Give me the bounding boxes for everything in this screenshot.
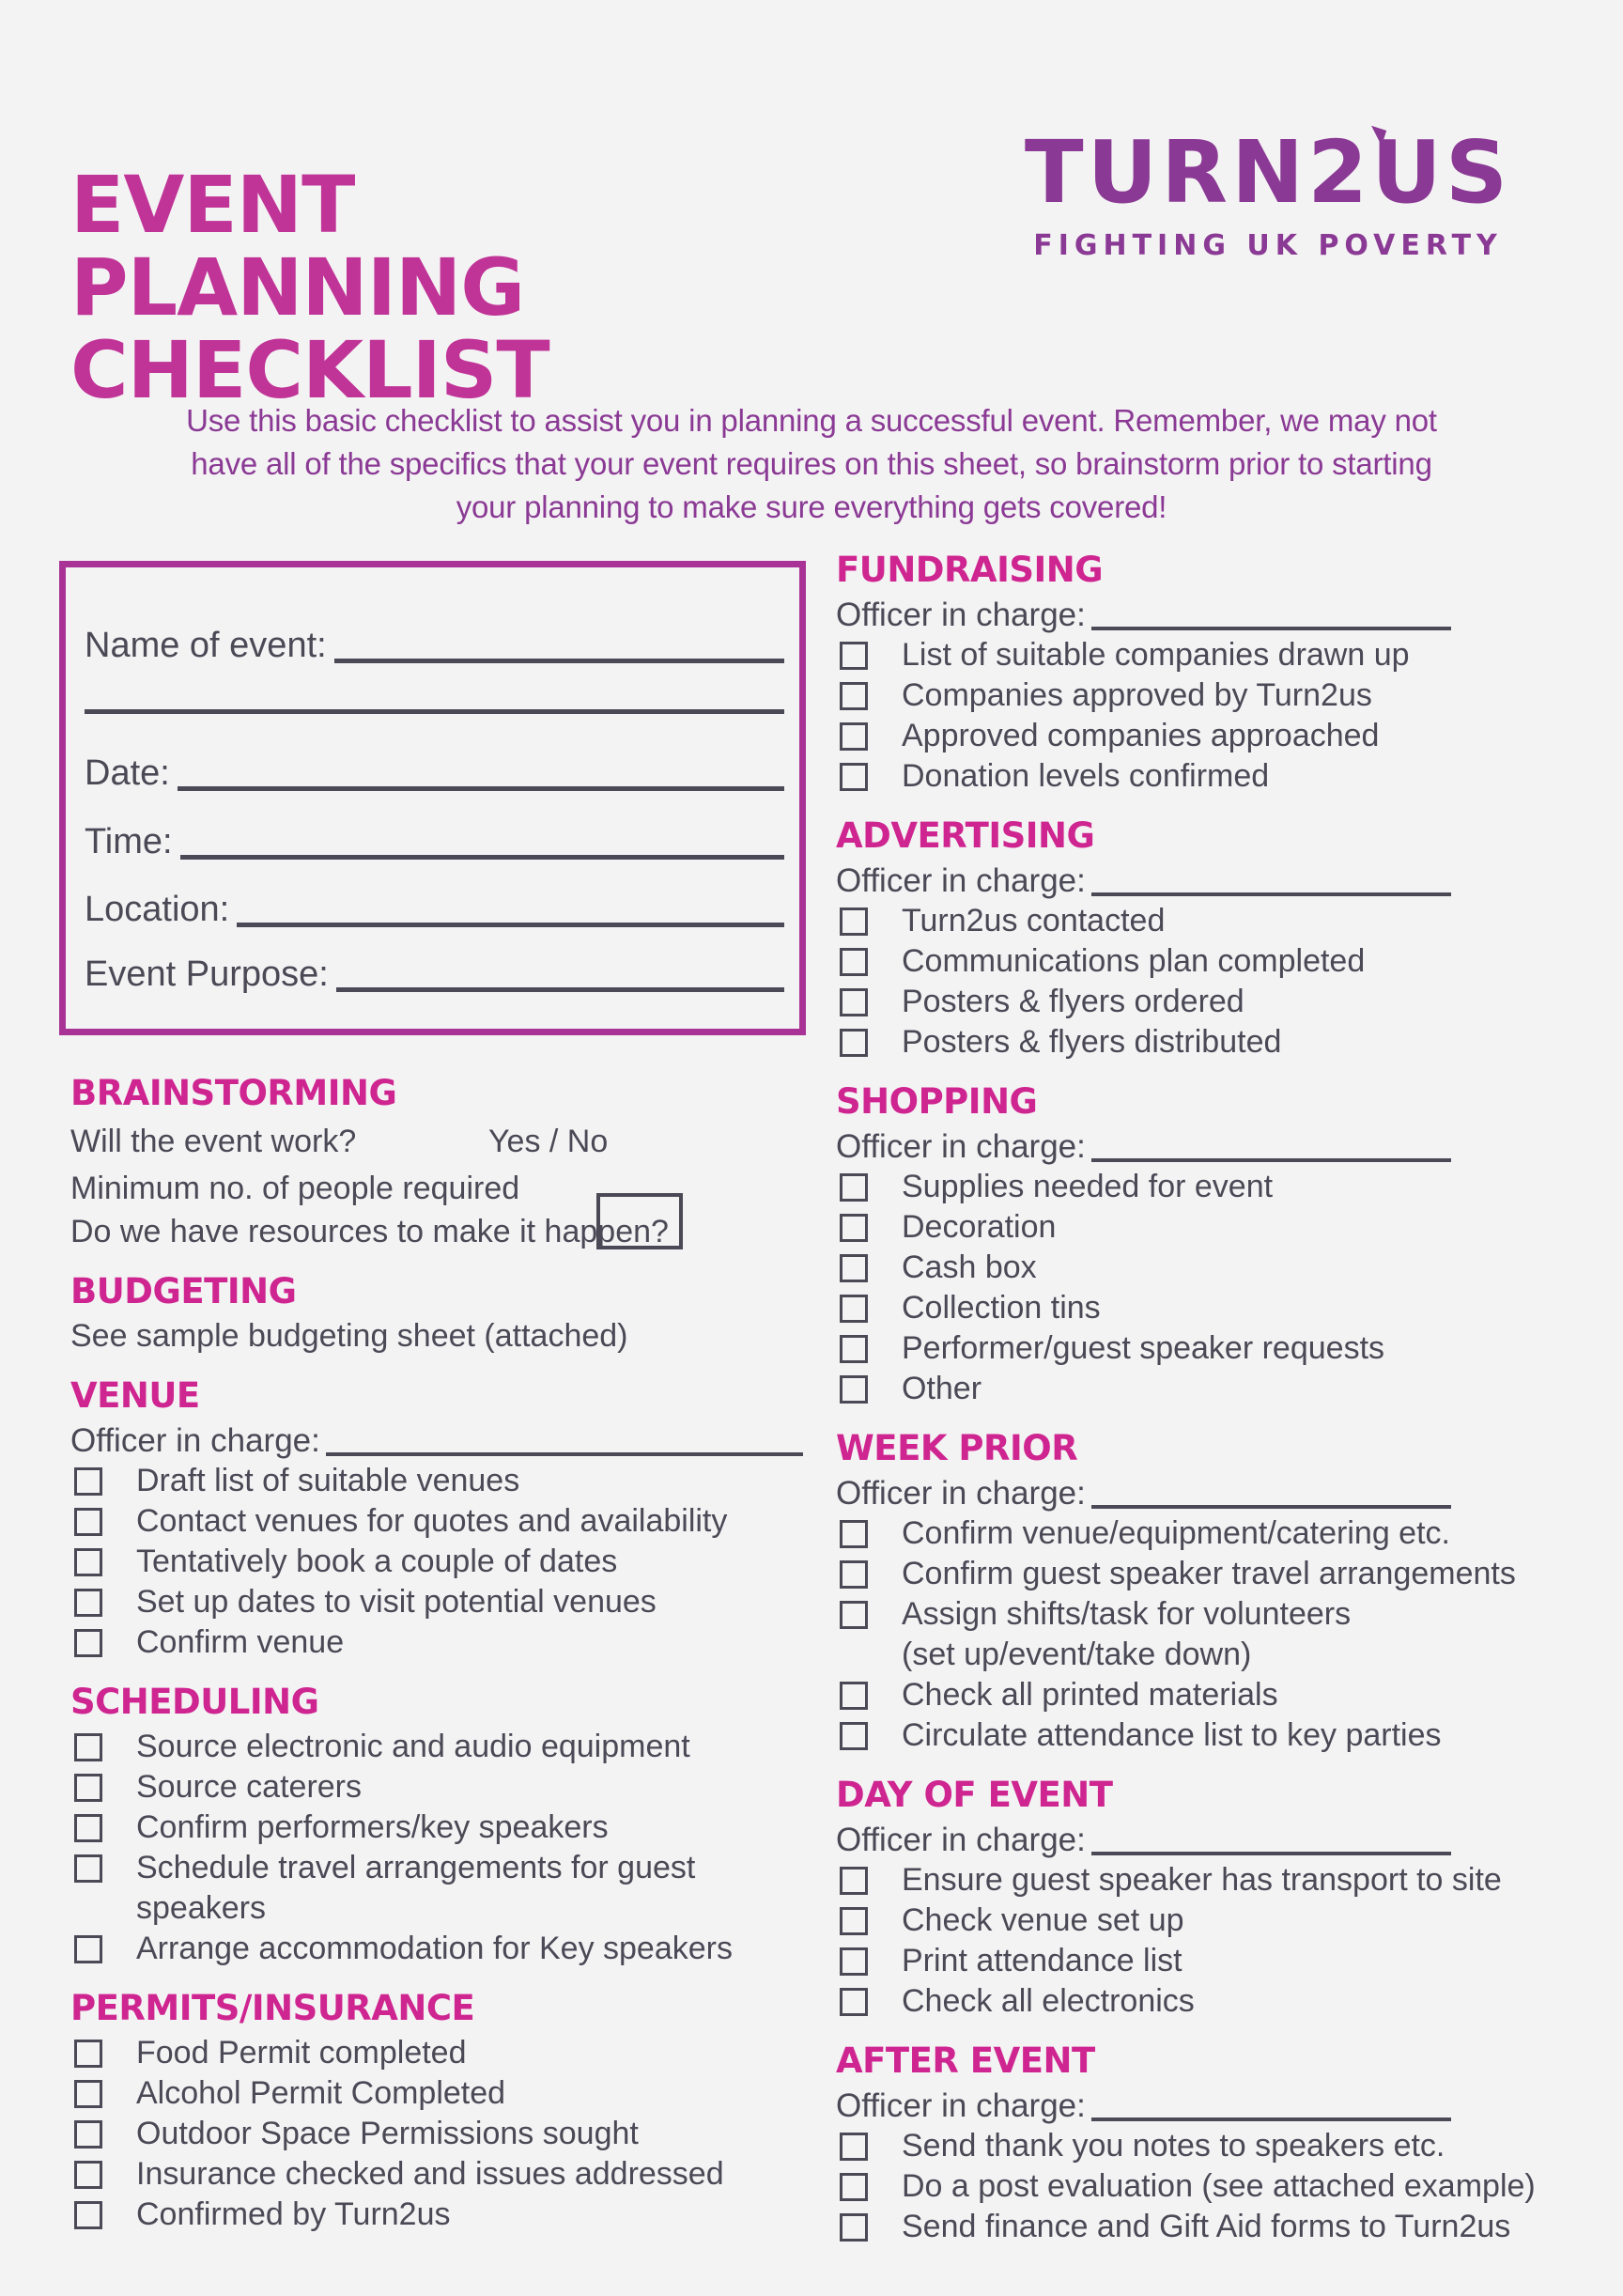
checkbox-icon[interactable] [74,1508,102,1536]
checkbox-icon[interactable] [74,1733,102,1761]
section-title: PERMITS/INSURANCE [70,1988,475,2028]
checkbox-icon[interactable] [74,1774,102,1802]
section-title: FUNDRAISING [836,550,1104,590]
section-brainstorming [70,1073,803,1252]
section-title: SCHEDULING [70,1682,319,1722]
officer-in-charge-row [836,1820,1451,1860]
section-scheduling [70,1682,803,1969]
checklist-item [70,2114,803,2154]
field-row-time [85,820,784,863]
checklist-item-label: Approved companies approached [902,718,1380,753]
checklist-item-label: Insurance checked and issues addressed [136,2156,724,2192]
section-advertising [836,815,1451,1063]
section-budgeting [70,1271,803,1357]
checklist-item [836,1900,1451,1941]
checkbox-icon[interactable] [840,1867,868,1895]
field-row-name-of-event [85,624,784,667]
field-row-date [85,752,784,795]
checklist-item [70,1582,803,1622]
checkbox-icon[interactable] [840,2213,868,2242]
checkbox-icon[interactable] [74,1814,102,1842]
turn2us-logo [1014,122,1522,262]
checklist-item-label: Other [902,1371,982,1406]
checklist-item-label: Turn2us contacted [902,903,1166,939]
checklist-item-label: Supplies needed for event [902,1169,1274,1204]
checklist-item [836,1860,1502,1900]
location-blank[interactable] [237,923,784,927]
yes-no-choice[interactable]: Yes / No [488,1123,609,1159]
checkbox-icon[interactable] [840,1560,868,1589]
checkbox-icon[interactable] [74,2080,102,2108]
left-column [70,1073,803,2254]
officer-in-charge-blank[interactable] [1091,1505,1451,1509]
logo-digit-2 [1307,122,1372,223]
checkbox-icon[interactable] [74,2201,102,2229]
checklist-item [70,1542,803,1582]
checklist-item [70,2195,803,2235]
section-after-event [836,2040,1536,2247]
officer-in-charge-row [836,861,1451,901]
checkbox-icon[interactable] [74,2040,102,2068]
checklist-item-label: Set up dates to visit potential venues [136,1584,657,1620]
checklist-item [836,1513,1451,1554]
page-title-line-1: EVENT [70,159,355,252]
section-day-of-event [836,1775,1502,2022]
officer-in-charge-row [836,595,1451,635]
event-purpose-blank[interactable] [336,987,784,992]
page-title-line-2: PLANNING [70,241,525,334]
checkbox-icon[interactable] [840,2133,868,2161]
checklist-item-label: Contact venues for quotes and availability [136,1503,728,1539]
checkbox-icon[interactable] [74,1467,102,1496]
checklist-item-label: Performer/guest speaker requests [902,1330,1385,1366]
name-of-event-blank-line-2[interactable] [85,709,784,714]
logo-tagline: FIGHTING UK POVERTY [1033,229,1503,262]
checkbox-icon[interactable] [74,1935,102,1963]
checklist-item-label: Collection tins [902,1290,1101,1326]
officer-in-charge-label: Officer in charge: [836,1475,1086,1512]
checklist-item [70,1807,803,1848]
section-title: BUDGETING [70,1271,297,1311]
checklist-item [70,1501,803,1542]
officer-in-charge-blank[interactable] [1091,1158,1451,1162]
checklist-item [836,1167,1451,1207]
checkbox-icon[interactable] [74,1629,102,1657]
checkbox-icon[interactable] [840,642,868,670]
officer-in-charge-blank[interactable] [1091,2118,1451,2121]
checklist-item-label: Ensure guest speaker has transport to site [902,1862,1502,1898]
section-shopping [836,1081,1451,1409]
checklist-item-label: Posters & flyers distributed [902,1024,1282,1060]
checklist-item [836,901,1451,941]
checklist-item-label: Draft list of suitable venues [136,1463,520,1498]
checklist-item-label: Tentatively book a couple of dates [136,1544,618,1579]
checklist-item-label: Confirm guest speaker travel arrangements [902,1556,1516,1591]
section-title: DAY OF EVENT [836,1775,1113,1815]
event-details-box [59,561,806,1035]
section-title: BRAINSTORMING [70,1073,397,1113]
intro-line-2: have all of the specifics that your event requires on this sheet, so brainstorm prior to starting [191,446,1432,481]
field-row-name-of-event-continued [85,712,784,718]
checklist-item [836,1207,1451,1248]
number-input-box[interactable] [596,1193,683,1249]
checkbox-icon[interactable] [840,908,868,936]
checklist-item [836,1328,1451,1369]
checklist-item-label: Schedule travel arrangements for guest [136,1850,696,1885]
field-row-event-purpose [85,953,784,996]
section-week-prior [836,1428,1516,1756]
checklist-item [836,2126,1451,2166]
checklist-item [836,1369,1451,1409]
checklist-item-label: Check venue set up [902,1902,1184,1938]
officer-in-charge-label: Officer in charge: [836,2087,1086,2124]
checklist-item [70,2154,803,2195]
checklist-item [70,1461,803,1501]
checklist-item-label: Confirm venue/equipment/catering etc. [902,1515,1450,1551]
officer-in-charge-blank[interactable] [1091,627,1451,630]
checkbox-icon[interactable] [840,1335,868,1363]
checklist-item-label: Check all printed materials [902,1677,1278,1713]
checklist-item [836,1554,1516,1594]
checkbox-icon[interactable] [840,1682,868,1710]
section-title: AFTER EVENT [836,2040,1095,2081]
officer-in-charge-blank[interactable] [1091,1852,1451,1855]
section-note: See sample budgeting sheet (attached) [70,1318,628,1354]
field-label-date: Date: [85,753,170,793]
checklist-item [836,1981,1451,2022]
checklist-item-label: Arrange accommodation for Key speakers [136,1931,733,1966]
logo-text-post: US [1371,122,1512,223]
checkbox-icon[interactable] [840,1295,868,1323]
officer-in-charge-row [836,2086,1451,2126]
checklist-item-label: Do a post evaluation (see attached example) [902,2168,1536,2204]
logo-text-pre: TURN [1024,122,1308,223]
checklist-item [70,1767,803,1807]
checklist-item-label: Confirm venue [136,1624,345,1660]
checkbox-icon[interactable] [74,2120,102,2149]
field-label-name-of-event: Name of event: [85,626,327,665]
checklist-item-label: Circulate attendance list to key parties [902,1717,1442,1753]
checklist-item-continuation: speakers [136,1890,266,1926]
checkbox-icon[interactable] [840,1947,868,1976]
date-blank[interactable] [178,786,784,791]
checklist-item-label: Check all electronics [902,1983,1195,2019]
checklist-item [70,1848,803,1888]
checklist-item-label: Donation levels confirmed [902,758,1270,794]
time-blank[interactable] [180,855,784,860]
question-row-minimum-no-of-people-required [70,1165,803,1212]
checklist-item-label: Source caterers [136,1769,362,1805]
field-label-event-purpose: Event Purpose: [85,954,329,994]
checklist-item [70,2033,803,2073]
checklist-item-label: Decoration [902,1209,1057,1245]
checkbox-icon[interactable] [840,1601,868,1629]
officer-in-charge-label: Officer in charge: [836,862,1086,899]
checkbox-icon[interactable] [840,1173,868,1202]
checklist-item [836,756,1451,797]
checklist-item-label: Posters & flyers ordered [902,984,1244,1019]
checklist-item-label: Send finance and Gift Aid forms to Turn2us [902,2209,1511,2244]
checkbox-icon[interactable] [840,682,868,710]
checklist-item-label: List of suitable companies drawn up [902,637,1410,673]
checklist-item [836,1594,1451,1635]
checklist-item-label: Source electronic and audio equipment [136,1729,690,1764]
checkbox-icon[interactable] [840,948,868,976]
checklist-item [70,1622,803,1663]
intro-paragraph [0,399,1623,529]
checkbox-icon[interactable] [840,2173,868,2201]
checklist-item-label: Send thank you notes to speakers etc. [902,2128,1445,2164]
section-title: WEEK PRIOR [836,1428,1078,1468]
checkbox-icon[interactable] [840,1907,868,1935]
checklist-item-label: Print attendance list [902,1943,1182,1978]
checklist-item [836,716,1451,756]
checklist-item-label: Communications plan completed [902,943,1366,979]
logo-digit-text: 2 [1307,122,1372,223]
checklist-item-label: Alcohol Permit Completed [136,2075,506,2111]
field-label-location: Location: [85,890,230,929]
checklist-item [70,1929,803,1969]
officer-in-charge-row [836,1473,1451,1513]
officer-in-charge-blank[interactable] [1091,892,1451,896]
question-label: Minimum no. of people required [70,1170,520,1206]
checklist-item-label: Food Permit completed [136,2035,467,2071]
checklist-item [836,1675,1451,1715]
checklist-item-label: Confirmed by Turn2us [136,2196,451,2232]
section-permits-insurance [70,1988,803,2235]
officer-in-charge-label: Officer in charge: [836,1822,1086,1858]
checklist-item [836,1022,1451,1063]
page-title-line-3: CHECKLIST [70,324,549,417]
checkbox-icon[interactable] [840,1375,868,1404]
checkbox-icon[interactable] [840,1722,868,1750]
section-venue [70,1375,803,1663]
intro-line-3: your planning to make sure everything gets covered! [456,489,1167,524]
field-label-time: Time: [85,822,173,861]
section-title: ADVERTISING [836,815,1095,856]
officer-in-charge-row [70,1420,803,1461]
officer-in-charge-label: Officer in charge: [70,1422,320,1459]
right-column [836,550,1536,2266]
checkbox-icon[interactable] [74,1589,102,1617]
checklist-item-label: Cash box [902,1249,1037,1285]
section-note: Do we have resources to make it happen? [70,1214,669,1249]
section-fundraising [836,550,1451,797]
officer-in-charge-blank[interactable] [326,1452,803,1456]
checklist-item [70,2073,803,2114]
checklist-item [836,1288,1451,1328]
checkbox-icon[interactable] [840,722,868,751]
checkbox-icon[interactable] [840,763,868,791]
checkbox-icon[interactable] [74,2161,102,2189]
checklist-item [836,635,1451,675]
name-of-event-blank[interactable] [334,659,784,663]
checkbox-icon[interactable] [74,1548,102,1576]
checklist-item [836,982,1451,1022]
checklist-item-label: Assign shifts/task for volunteers [902,1596,1352,1632]
checkbox-icon[interactable] [840,1254,868,1282]
checklist-item-label: Outdoor Space Permissions sought [136,2116,639,2151]
checklist-item [836,1715,1451,1756]
officer-in-charge-label: Officer in charge: [836,597,1086,633]
section-title: VENUE [70,1375,200,1416]
checkbox-icon[interactable] [840,988,868,1016]
checklist-item [836,2166,1536,2207]
checklist-item-label: Companies approved by Turn2us [902,677,1372,713]
officer-in-charge-label: Officer in charge: [836,1128,1086,1165]
checklist-item [836,675,1451,716]
checkbox-icon[interactable] [840,1520,868,1548]
question-row-will-the-event-work [70,1118,803,1165]
checkbox-icon[interactable] [840,1988,868,2016]
question-label: Will the event work? [70,1123,357,1159]
checkbox-icon[interactable] [74,1854,102,1883]
officer-in-charge-row [836,1126,1451,1167]
checklist-item-continuation: (set up/event/take down) [902,1637,1252,1672]
checklist-item [70,1727,803,1767]
checklist-item [836,1248,1451,1288]
checklist-item-label: Confirm performers/key speakers [136,1809,609,1845]
intro-line-1: Use this basic checklist to assist you in planning a successful event. Remember, we may not [186,403,1437,438]
turn2us-logo-wordmark [1014,122,1522,223]
checklist-item [836,2207,1511,2247]
checkbox-icon[interactable] [840,1214,868,1242]
checklist-item [836,941,1451,982]
section-title: SHOPPING [836,1081,1038,1122]
page-title [70,159,549,417]
checklist-item [836,1941,1451,1981]
field-row-location [85,888,784,931]
checkbox-icon[interactable] [840,1029,868,1057]
